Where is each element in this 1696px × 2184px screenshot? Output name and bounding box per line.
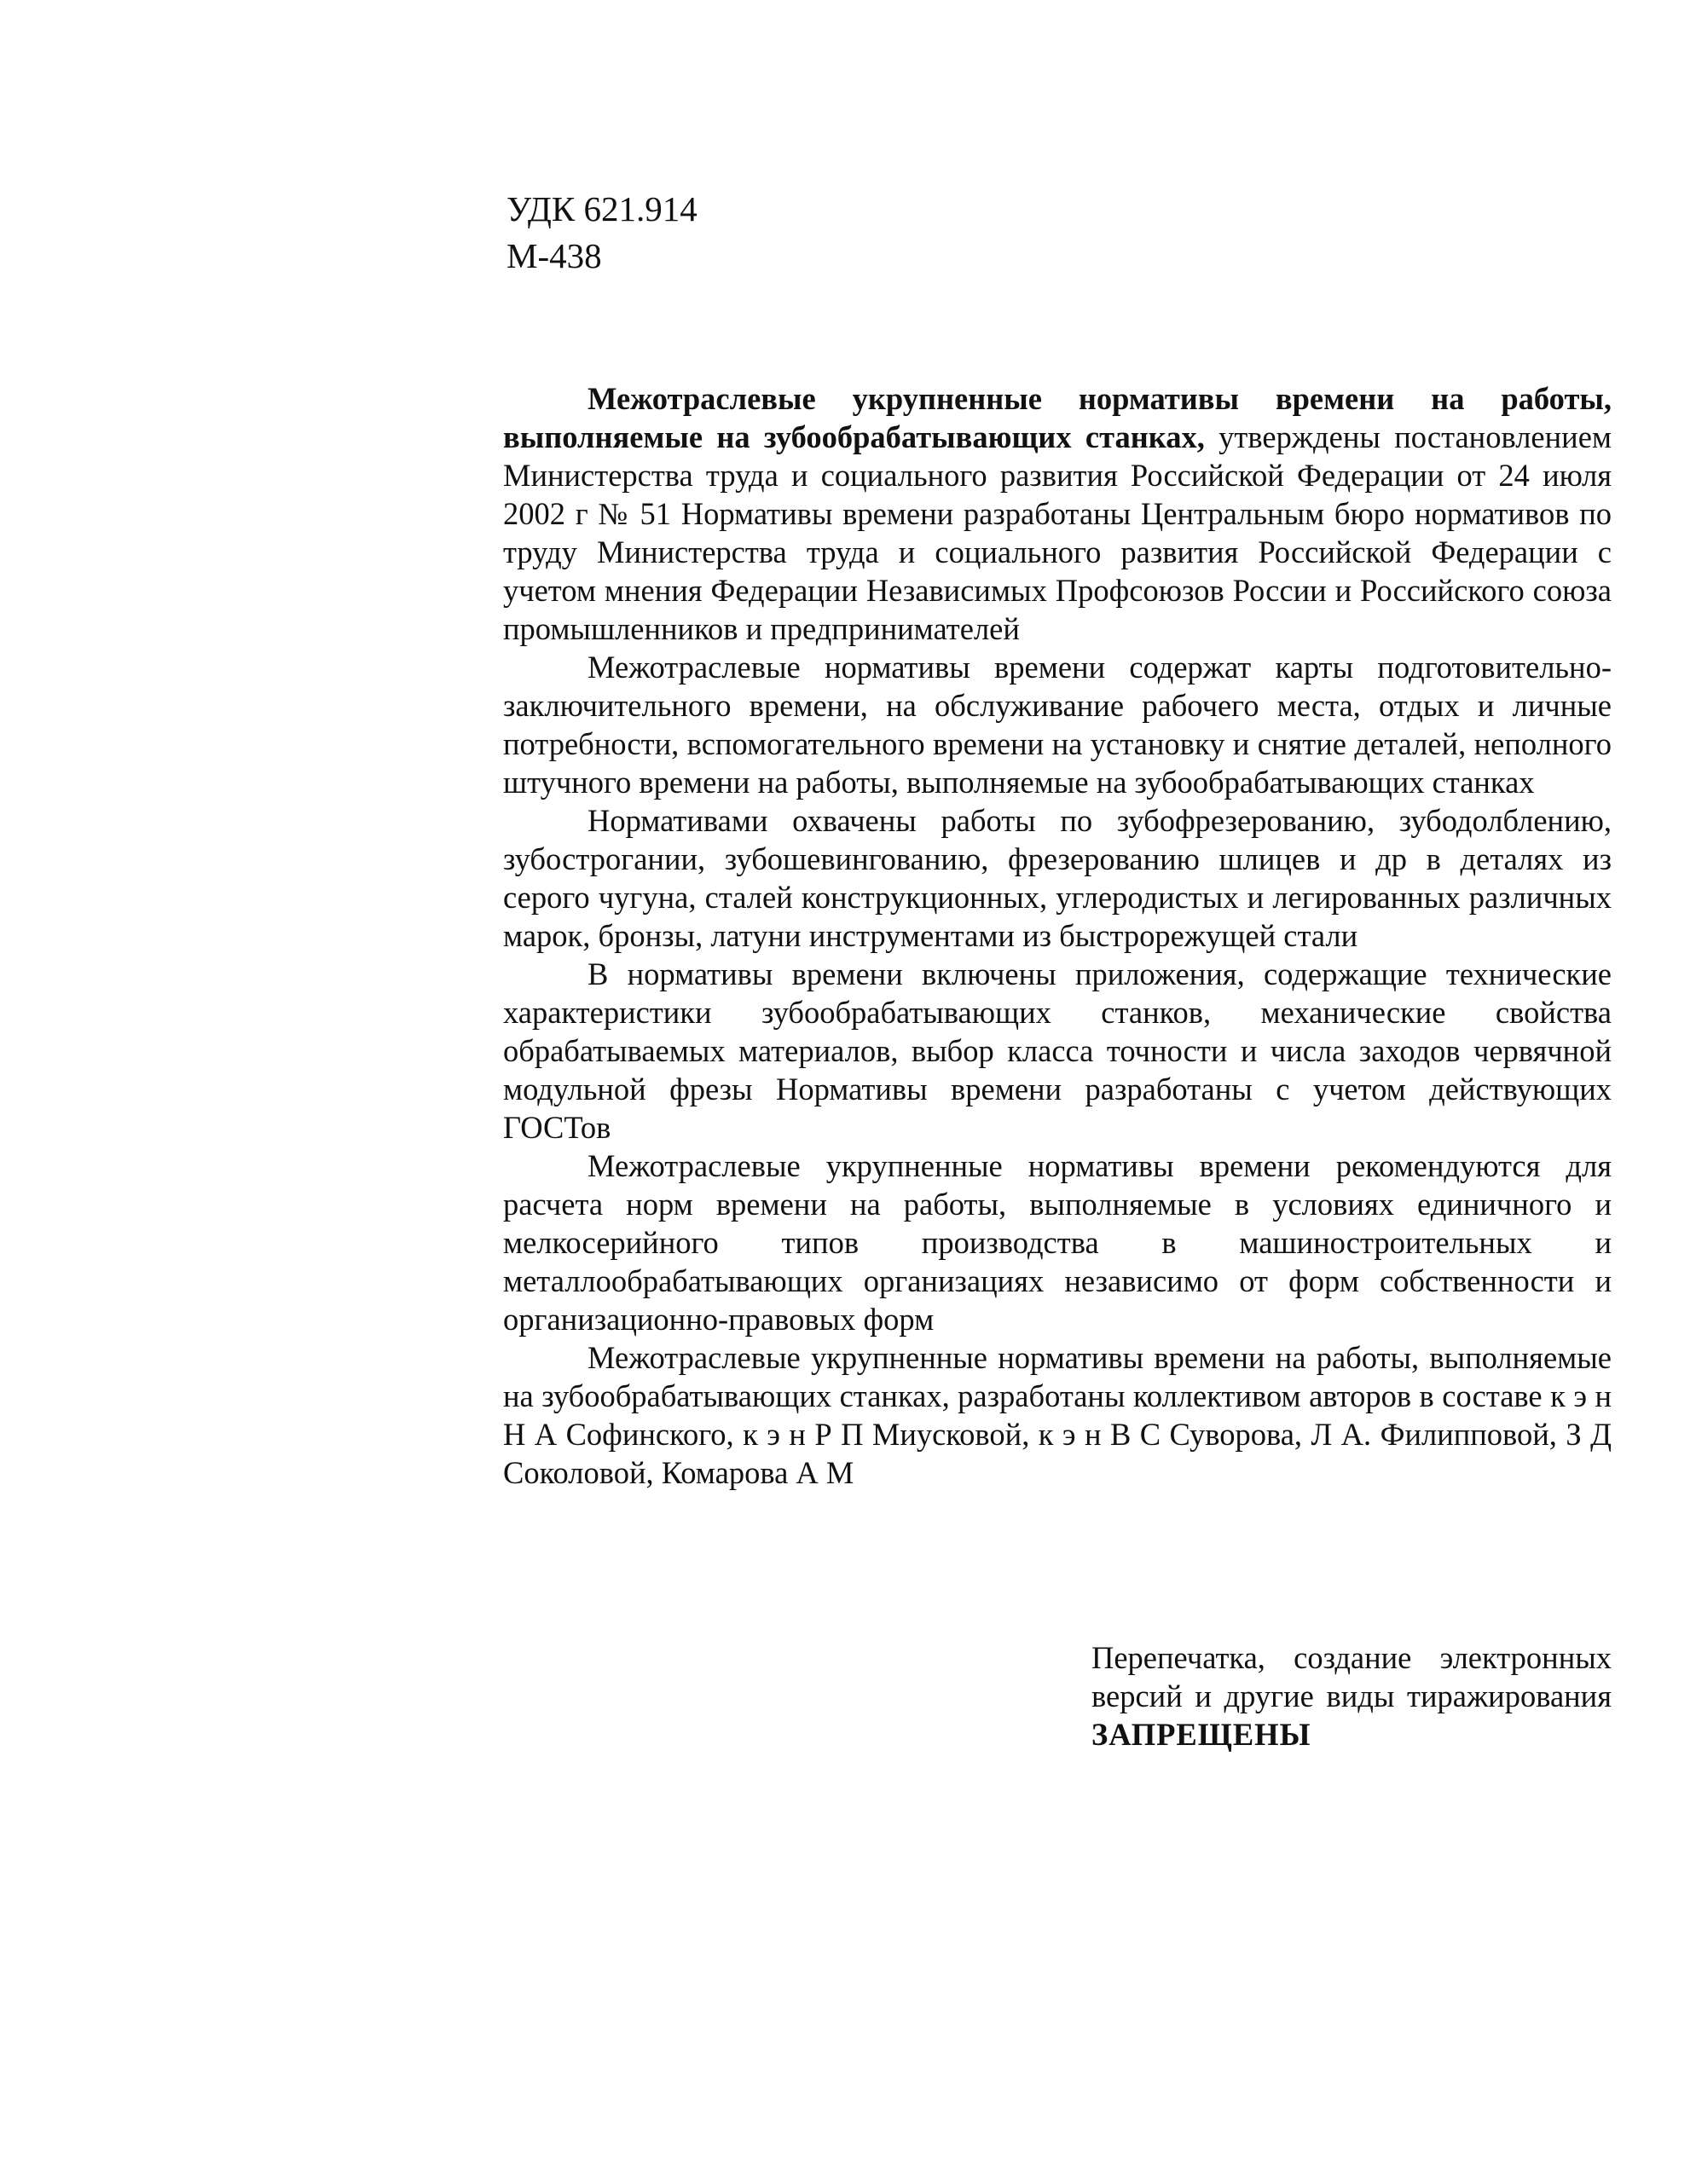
reprint-notice-text: Перепечатка, создание электронных версий и другие виды тиражирования [1091, 1640, 1612, 1713]
intro-paragraph [503, 379, 1612, 648]
authors-paragraph: Межотраслевые укрупненные нормативы времени на работы, выполняемые на зубообрабатывающих станках, разработаны коллективом авторов в составе к э н Н А Софинского, к э н Р П Миусковой, к э н В С Суворова, Л А. Филипповой, З Д Соколовой, Комарова А М [503, 1340, 1612, 1490]
udk-code: УДК 621.914 [506, 189, 698, 228]
classification-block [506, 186, 698, 280]
catalog-code: М-438 [506, 236, 602, 275]
reprint-notice [1091, 1638, 1612, 1754]
recommendation-paragraph: Межотраслевые укрупненные нормативы времени рекомендуются для расчета норм времени на работы, выполняемые в условиях единичного и мелкосерийного типов производства в машиностроительных и металлообрабатывающих организациях независимо от форм собственности и организационно-правовых форм [503, 1148, 1612, 1337]
contents-paragraph: Межотраслевые нормативы времени содержат карты подготовительно-заключительного времени, на обслуживание рабочего места, отдых и личные потребности, вспомогательного времени на установку и снятие деталей, неполного штучного времени на работы, выполняемые на зубообрабатывающих станках [503, 650, 1612, 800]
document-title: Межотраслевые укрупненные нормативы времени на работы, выполняемые на зубообрабатывающих станках, [503, 381, 1612, 454]
intro-text: утверждены постановлением Министерства труда и социального развития Российской Федерации от 24 июля 2002 г № 51 Нормативы времени разработаны Центральным бюро нормативов по труду Министерства труда и социального развития Российской Федерации с учетом мнения Федерации Независимых Профсоюзов России и Российского союза промышленников и предпринимателей [503, 419, 1612, 646]
annotation-text [503, 379, 1612, 1492]
appendices-paragraph: В нормативы времени включены приложения, содержащие технические характеристики зубообрабатывающих станков, механические свойства обрабатываемых материалов, выбор класса точности и числа заходов червячной модульной фрезы Нормативы времени разработаны с учетом действующих ГОСТов [503, 956, 1612, 1145]
prohibited-label: ЗАПРЕЩЕНЫ [1091, 1717, 1311, 1752]
scope-paragraph: Нормативами охвачены работы по зубофрезерованию, зубодолблению, зубострогании, зубошевингованию, фрезерованию шлицев и др в деталях из серого чугуна, сталей конструкционных, углеродистых и легированных различных марок, бронзы, латуни инструментами из быстрорежущей стали [503, 803, 1612, 953]
